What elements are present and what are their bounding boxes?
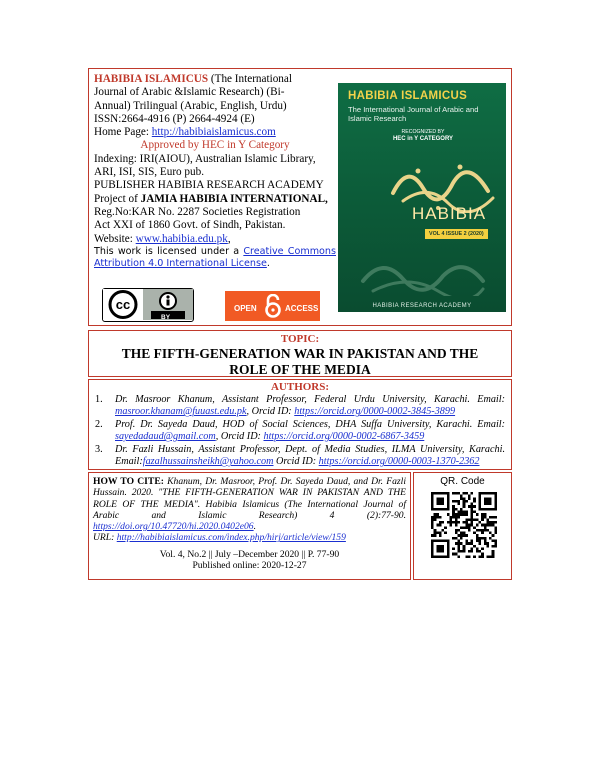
license-text: This work is licensed under a: [94, 245, 244, 257]
author-number: 3.: [95, 444, 103, 455]
cc-by-label: BY: [161, 314, 171, 321]
oa-access-label: ACCESS: [285, 304, 319, 313]
cc-by-badge[interactable]: [102, 288, 194, 322]
authors-box: [88, 379, 512, 470]
author-orcid-link[interactable]: https://orcid.org/0000-0003-1370-2362: [318, 456, 480, 468]
cover-watermark-calligraphy: [358, 251, 488, 296]
author-number: 2.: [95, 419, 103, 430]
orcid-label: Orcid ID:: [273, 456, 319, 468]
volume-line: Vol. 4, No.2 || July –December 2020 || P. 77-90: [159, 549, 340, 560]
cover-hec-badge: [386, 129, 460, 143]
article-title: [89, 346, 511, 377]
email-label: Email:: [115, 456, 143, 468]
website-comma: ,: [227, 232, 231, 245]
author-item: [95, 394, 505, 418]
topic-box: [88, 330, 512, 377]
author-item: [95, 444, 505, 468]
cover-recognized: RECOGNIZED BY: [401, 129, 445, 135]
author-affiliation: Dr. Masroor Khanum, Assistant Professor, Federal Urdu University, Karachi. Email:: [115, 394, 505, 405]
doi-link[interactable]: https://doi.org/10.47720/hi.2020.0402e06: [93, 521, 254, 533]
orcid-label: , Orcid ID:: [246, 406, 295, 418]
cover-academy: HABIBIA RESEARCH ACADEMY: [372, 303, 472, 309]
website-link[interactable]: www.habibia.edu.pk: [135, 232, 228, 245]
journal-info-text: [94, 73, 336, 321]
registration-line-1: Reg.No:KAR No. 2287 Societies Registration: [94, 205, 301, 218]
cover-hec-category: HEC in Y CATEGORY: [392, 136, 454, 142]
article-title-line-1: THE FIFTH-GENERATION WAR IN PAKISTAN AND THE: [121, 346, 479, 361]
cover-volume-issue: VOL 4 ISSUE 2 (2020): [425, 229, 488, 239]
homepage-label: Home Page:: [94, 126, 152, 139]
citation-text: [93, 476, 406, 544]
author-orcid-link[interactable]: https://orcid.org/0000-0002-6867-3459: [263, 431, 425, 443]
svg-text:cc: cc: [115, 297, 131, 312]
journal-desc-3: Annual) Trilingual (Arabic, English, Urdu): [94, 99, 287, 112]
citation-label: HOW TO CITE:: [93, 476, 164, 487]
hec-approval: Approved by HEC in Y Category: [140, 139, 290, 152]
journal-name: HABIBIA ISLAMICUS: [94, 73, 209, 85]
cc-by-icon: [103, 289, 193, 320]
license-link[interactable]: Creative Commons Attribution 4.0 International License: [94, 245, 336, 269]
license-end: .: [266, 257, 270, 269]
website-label: Website:: [94, 232, 136, 245]
article-title-line-2: ROLE OF THE MEDIA: [229, 361, 371, 377]
author-item: [95, 419, 505, 443]
journal-desc-1: (The International: [208, 73, 292, 85]
open-access-badge[interactable]: [225, 291, 320, 321]
authors-label: AUTHORS:: [270, 381, 330, 393]
project-name: JAMIA HABIBIA INTERNATIONAL,: [140, 192, 328, 205]
cover-habibia-wordmark: HABIBIA: [412, 204, 487, 223]
journal-desc-2: Journal of Arabic &Islamic Research) (Bi-: [94, 86, 285, 99]
journal-cover-image: [338, 83, 506, 312]
author-email-link[interactable]: masroor.khanam@fuuast.edu.pk: [115, 406, 247, 418]
citation-body: Khanum, Dr. Masroor, Prof. Dr. Sayeda Daud, and Dr. Fazli Hussain. 2020. "THE FIFTH-GENERATION WAR IN PAKISTAN AND THE ROLE OF THE MEDIA". Habibia Islamicus (The International Journal of Arabic and Islamic Research) 4 (2):77-90.: [93, 476, 407, 521]
orcid-label: , Orcid ID:: [215, 431, 264, 443]
qr-code-box: [413, 472, 512, 580]
oa-open-label: OPEN: [234, 304, 257, 313]
indexing-line-2: ARI, ISI, SIS, Euro pub.: [94, 166, 205, 179]
qr-code-label: QR. Code: [440, 476, 485, 487]
homepage-link[interactable]: http://habibiaislamicus.com: [151, 126, 276, 139]
author-affiliation: Dr. Fazli Hussain, Assistant Professor, Dept. of Media Studies, ILMA University, Karachi.: [115, 444, 505, 455]
author-orcid-link[interactable]: https://orcid.org/0000-0002-3845-3899: [294, 406, 456, 418]
cover-title: HABIBIA ISLAMICUS: [348, 90, 468, 102]
author-number: 1.: [95, 394, 103, 405]
registration-line-2: Act XXI of 1860 Govt. of Sindh, Pakistan.: [94, 219, 286, 232]
author-email-link[interactable]: fazalhussainsheikh@yahoo.com: [142, 456, 274, 468]
topic-label: TOPIC:: [280, 333, 320, 345]
author-email-link[interactable]: sayedadaud@gmail.com: [115, 431, 216, 443]
author-affiliation: Prof. Dr. Sayeda Daud, HOD of Social Sciences, DHA Suffa University, Karachi. Email:: [115, 419, 505, 430]
url-label: URL:: [93, 532, 117, 544]
doi-end: .: [253, 521, 257, 533]
publisher-line: PUBLISHER HABIBIA RESEARCH ACADEMY: [94, 179, 324, 192]
article-url-link[interactable]: http://habibiaislamicus.com/index.php/hirj/article/view/159: [116, 532, 346, 544]
published-date: Published online: 2020-12-27: [192, 560, 307, 571]
issn-line: ISSN:2664-4916 (P) 2664-4924 (E): [94, 112, 255, 125]
citation-box: [88, 472, 411, 580]
indexing-line-1: Indexing: IRI(AIOU), Australian Islamic Library,: [94, 152, 316, 165]
qr-code-icon[interactable]: [431, 492, 497, 558]
project-label: Project of: [94, 192, 141, 205]
cover-subtitle: The International Journal of Arabic and Islamic Research: [348, 105, 479, 123]
open-lock-icon: [262, 294, 284, 318]
